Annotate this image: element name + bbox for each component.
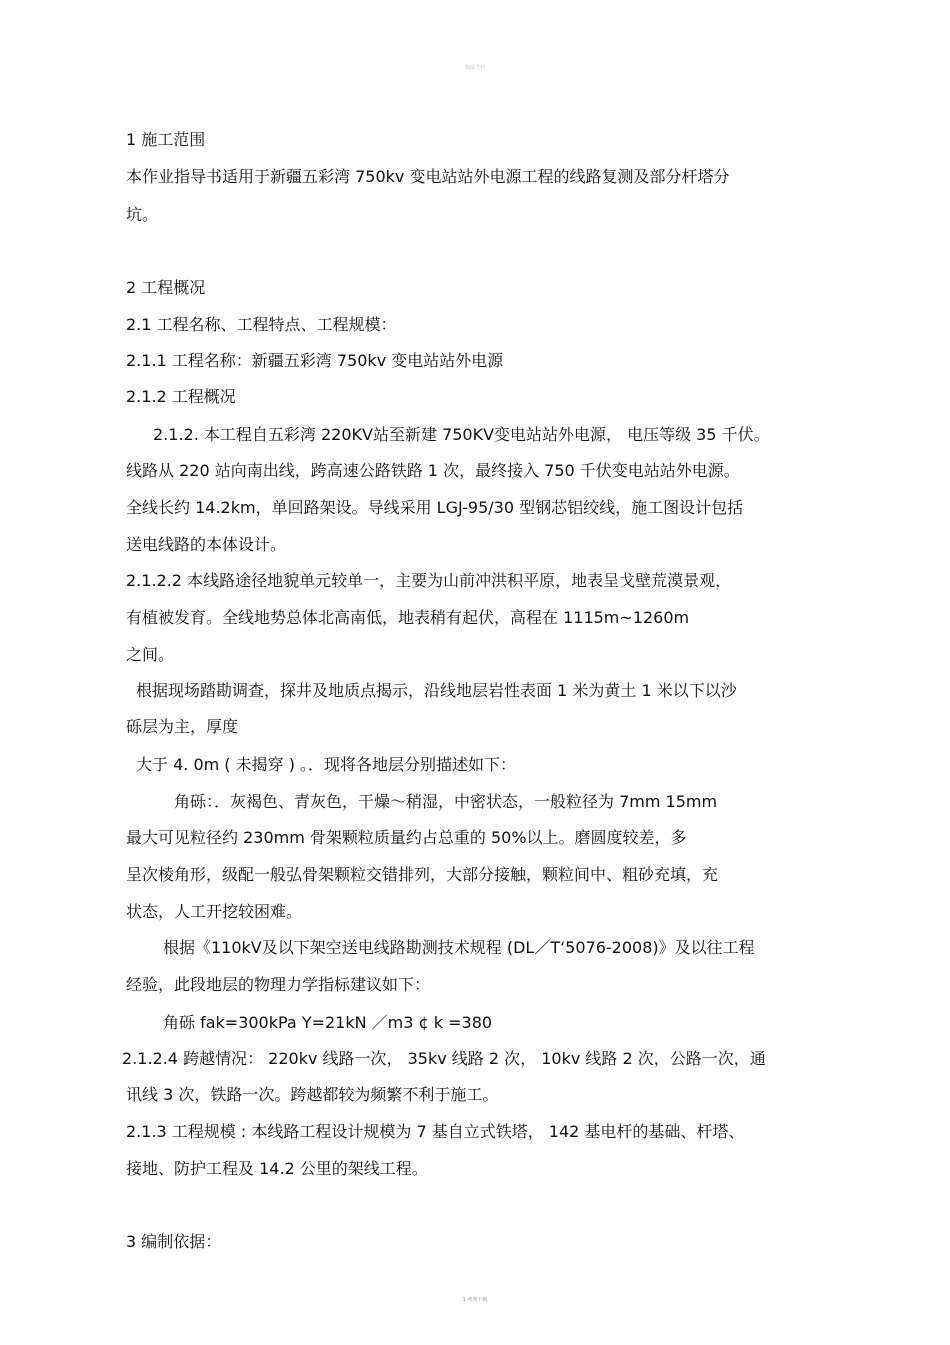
text-line: 2.1.2.4 跨越情况： 220kv 线路一次， 35kv 线路 2 次， 10kv 线路 2 次，公路一次，通: [122, 1049, 766, 1068]
page-footer-mark: 1 欢迎下载: [462, 1297, 488, 1303]
text-line: 2.1.2. 本工程自五彩湾 220KV站至新建 750KV变电站站外电源， 电压等级 35 千伏。: [153, 425, 770, 444]
subsection-heading: 2.1.2 工程概况: [126, 387, 236, 406]
text-line: 角砾 fak=300kPa Y=21kN ／m3 ¢ k =380: [163, 1013, 493, 1032]
text-line: 接地、防护工程及 14.2 公里的架线工程。: [126, 1159, 428, 1178]
page-header-mark: 精品文档: [464, 65, 485, 71]
text-line: 线路从 220 站向南出线，跨高速公路铁路 1 次，最终接入 750 千伏变电站站外电源。: [126, 461, 740, 480]
text-line: 讯线 3 次，铁路一次。跨越都较为频繁不利于施工。: [126, 1085, 499, 1104]
text-line: 最大可见粒径约 230mm 骨架颗粒质量约占总重的 50%以上。磨圆度较差，多: [126, 828, 687, 847]
text-line: 送电线路的本体设计。: [126, 535, 287, 554]
text-line: 2.1.1 工程名称：新疆五彩湾 750kv 变电站站外电源: [126, 351, 504, 370]
text-line: 2.1.2.2 本线路途径地貌单元较单一，主要为山前冲洪积平原，地表呈戈壁荒漠景观，: [126, 571, 732, 590]
text-line: 2.1.3 工程规模 : 本线路工程设计规模为 7 基自立式铁塔， 142 基电杆的基础、杆塔、: [126, 1122, 745, 1141]
text-line: 有植被发育。全线地势总体北高南低，地表稍有起伏，高程在 1115m~1260m: [126, 608, 690, 627]
text-line: 状态，人工开挖较困难。: [126, 902, 303, 921]
section-heading-overview: 2 工程概况: [126, 278, 206, 297]
text-line: 根据《110kV及以下架空送电线路勘测技术规程 (DL／T‘5076-2008)》及以往工程: [163, 938, 755, 957]
text-line: 本作业指导书适用于新疆五彩湾 750kv 变电站站外电源工程的线路复测及部分杆塔分: [126, 167, 730, 186]
text-line: 大于 4. 0m ( 未揭穿 ) 。．现将各地层分别描述如下：: [136, 755, 517, 774]
section-heading-basis: 3 编制依据：: [126, 1232, 222, 1251]
text-line: 砾层为主，厚度: [126, 717, 239, 736]
text-line: 根据现场踏勘调查，探井及地质点揭示，沿线地层岩性表面 1 米为黄土 1 米以下以沙: [136, 681, 737, 700]
text-line: 全线长约 14.2km，单回路架设。导线采用 LGJ-95/30 型钢芯铝绞线，施工图设计包括: [126, 498, 744, 517]
subsection-heading: 2.1 工程名称、工程特点、工程规模：: [126, 315, 397, 334]
text-line: 之间。: [126, 645, 175, 664]
text-line: 呈次棱角形，级配一般弘骨架颗粒交错排列，大部分接触，颗粒间中、粗砂充填，充: [126, 865, 719, 884]
text-line: 角砾：．灰褐色、青灰色，干燥～稍湿，中密状态，一般粒径为 7mm 15mm: [174, 792, 718, 811]
text-line: 经验，此段地层的物理力学指标建议如下：: [126, 975, 431, 994]
section-heading-scope: 1 施工范围: [126, 130, 206, 149]
text-line: 坑。: [126, 205, 159, 224]
